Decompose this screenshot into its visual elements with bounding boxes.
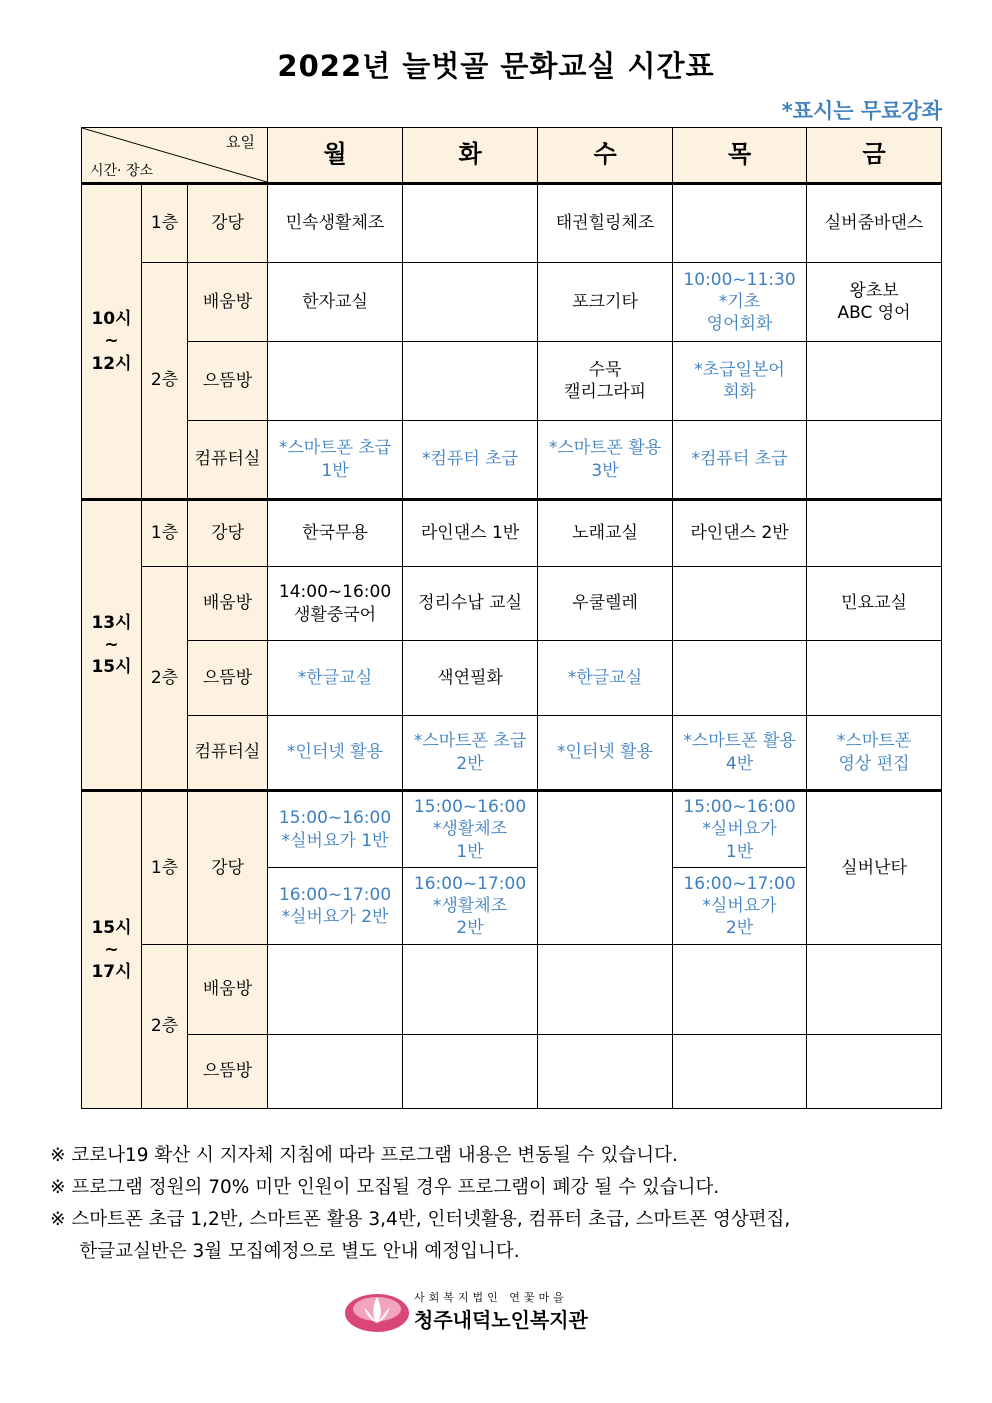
class-cell: *인터넷 활용	[538, 716, 673, 791]
timetable	[81, 127, 942, 1109]
footer-note: 한글교실반은 3월 모집예정으로 별도 안내 예정입니다.	[50, 1241, 520, 1262]
class-cell: 민요교실	[807, 567, 942, 641]
footer-note: ※ 프로그램 정원의 70% 미만 인원이 모집될 경우 프로그램이 폐강 될 수 있습니다.	[50, 1177, 720, 1198]
room-label: 컴퓨터실	[188, 421, 268, 500]
corner-time-label: 시간· 장소	[90, 162, 153, 179]
floor-label: 1층	[142, 184, 188, 263]
class-cell	[807, 421, 942, 500]
class-cell: *스마트폰 초급 2반	[403, 716, 538, 791]
page-title: 2022년 늘벗골 문화교실 시간표	[277, 49, 715, 83]
class-cell: *스마트폰 활용 3반	[538, 421, 673, 500]
org-subtitle: 사회복지법인 연꽃마을	[414, 1291, 568, 1304]
class-cell	[268, 1035, 403, 1109]
class-cell: 수묵 캘리그라피	[538, 342, 673, 421]
floor-label: 1층	[142, 500, 188, 567]
class-cell: 라인댄스 1반	[403, 500, 538, 567]
class-cell	[538, 1035, 673, 1109]
class-cell: *한글교실	[538, 641, 673, 716]
free-course-note: *표시는 무료강좌	[781, 99, 942, 123]
class-cell	[673, 641, 807, 716]
class-cell	[538, 791, 673, 945]
class-cell	[807, 500, 942, 567]
room-label: 강당	[188, 500, 268, 567]
footer-note: ※ 스마트폰 초급 1,2반, 스마트폰 활용 3,4반, 인터넷활용, 컴퓨터 초급, 스마트폰 영상편집,	[50, 1209, 791, 1230]
class-cell: 왕초보 ABC 영어	[807, 263, 942, 342]
class-cell: *스마트폰 초급 1반	[268, 421, 403, 500]
class-cell: 14:00~16:00 생활중국어	[268, 567, 403, 641]
room-label: 으뜸방	[188, 641, 268, 716]
class-cell: 노래교실	[538, 500, 673, 567]
day-header: 수	[538, 128, 673, 184]
class-cell: 정리수납 교실	[403, 567, 538, 641]
class-cell	[673, 184, 807, 263]
class-cell	[807, 945, 942, 1035]
lotus-icon	[344, 1289, 410, 1333]
class-cell	[403, 945, 538, 1035]
day-header: 금	[807, 128, 942, 184]
floor-label: 2층	[142, 945, 188, 1109]
footer-note: ※ 코로나19 확산 시 지자체 지침에 따라 프로그램 내용은 변동될 수 있습니다.	[50, 1145, 678, 1166]
class-cell	[807, 342, 942, 421]
class-cell	[403, 1035, 538, 1109]
class-cell	[268, 945, 403, 1035]
room-label: 강당	[188, 791, 268, 945]
floor-label: 2층	[142, 263, 188, 500]
corner-day-label: 요일	[226, 133, 256, 151]
class-cell	[403, 263, 538, 342]
room-label: 으뜸방	[188, 1035, 268, 1109]
class-cell	[268, 342, 403, 421]
footer-notes	[50, 1140, 790, 1268]
class-cell: 16:00~17:00 *실버요가 2반	[673, 868, 807, 945]
class-cell: 15:00~16:00 *생활체조 1반	[403, 791, 538, 868]
room-label: 으뜸방	[188, 342, 268, 421]
class-cell: 실버줌바댄스	[807, 184, 942, 263]
class-cell: *초급일본어 회화	[673, 342, 807, 421]
class-cell: 민속생활체조	[268, 184, 403, 263]
org-name: 청주내덕노인복지관	[414, 1308, 588, 1332]
floor-label: 2층	[142, 567, 188, 791]
class-cell: *인터넷 활용	[268, 716, 403, 791]
class-cell: 15:00~16:00 *실버요가 1반	[268, 791, 403, 868]
class-cell: 라인댄스 2반	[673, 500, 807, 567]
class-cell	[673, 945, 807, 1035]
floor-label: 1층	[142, 791, 188, 945]
day-header: 화	[403, 128, 538, 184]
class-cell: 포크기타	[538, 263, 673, 342]
class-cell	[538, 945, 673, 1035]
organization-logo	[344, 1287, 644, 1337]
day-header: 월	[268, 128, 403, 184]
class-cell: 태권힐링체조	[538, 184, 673, 263]
class-cell: 실버난타	[807, 791, 942, 945]
class-cell: 15:00~16:00 *실버요가 1반	[673, 791, 807, 868]
time-slot: 13시 ~ 15시	[82, 500, 142, 791]
room-label: 배움방	[188, 945, 268, 1035]
class-cell: 10:00~11:30 *기초 영어회화	[673, 263, 807, 342]
room-label: 강당	[188, 184, 268, 263]
class-cell: 한국무용	[268, 500, 403, 567]
room-label: 배움방	[188, 567, 268, 641]
class-cell	[673, 567, 807, 641]
time-slot: 15시 ~ 17시	[82, 791, 142, 1109]
day-header: 목	[673, 128, 807, 184]
class-cell	[403, 184, 538, 263]
class-cell	[403, 342, 538, 421]
header-corner	[82, 128, 268, 184]
class-cell	[807, 641, 942, 716]
class-cell: 우쿨렐레	[538, 567, 673, 641]
class-cell: *한글교실	[268, 641, 403, 716]
class-cell: 16:00~17:00 *생활체조 2반	[403, 868, 538, 945]
class-cell	[673, 1035, 807, 1109]
class-cell: *스마트폰 영상 편집	[807, 716, 942, 791]
class-cell	[807, 1035, 942, 1109]
room-label: 컴퓨터실	[188, 716, 268, 791]
class-cell: 색연필화	[403, 641, 538, 716]
class-cell: *컴퓨터 초급	[673, 421, 807, 500]
time-slot: 10시 ~ 12시	[82, 184, 142, 500]
room-label: 배움방	[188, 263, 268, 342]
class-cell: *컴퓨터 초급	[403, 421, 538, 500]
class-cell: 한자교실	[268, 263, 403, 342]
class-cell: 16:00~17:00 *실버요가 2반	[268, 868, 403, 945]
class-cell: *스마트폰 활용 4반	[673, 716, 807, 791]
